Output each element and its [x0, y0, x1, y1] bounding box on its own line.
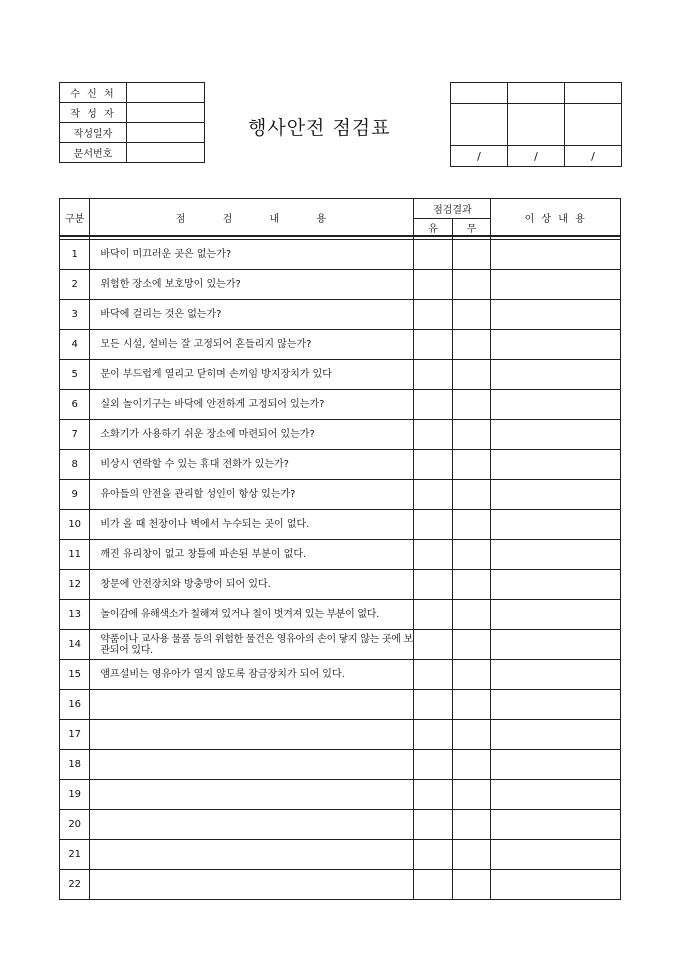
col-header-yes: 유	[414, 219, 452, 237]
row-number: 22	[60, 870, 90, 900]
approval-head-3[interactable]	[565, 83, 622, 104]
row-check-item: 유아들의 안전을 관리할 성인이 항상 있는가?	[90, 480, 414, 510]
row-result-no[interactable]	[452, 690, 490, 720]
row-result-no[interactable]	[452, 270, 490, 300]
row-number: 7	[60, 420, 90, 450]
row-result-yes[interactable]	[414, 540, 452, 570]
row-result-no[interactable]	[452, 540, 490, 570]
row-check-item	[90, 840, 414, 870]
table-row	[60, 750, 621, 780]
row-result-yes[interactable]	[414, 420, 452, 450]
row-remark[interactable]	[491, 600, 621, 630]
row-number: 15	[60, 660, 90, 690]
row-number: 11	[60, 540, 90, 570]
row-result-yes[interactable]	[414, 600, 452, 630]
row-result-yes[interactable]	[414, 660, 452, 690]
row-number: 21	[60, 840, 90, 870]
row-result-yes[interactable]	[414, 720, 452, 750]
row-number: 16	[60, 690, 90, 720]
row-check-item: 깨진 유리창이 없고 창틀에 파손된 부분이 없다.	[90, 540, 414, 570]
row-remark[interactable]	[491, 390, 621, 420]
row-number: 4	[60, 330, 90, 360]
row-remark[interactable]	[491, 540, 621, 570]
row-result-yes[interactable]	[414, 840, 452, 870]
approval-sign-1[interactable]	[451, 104, 508, 146]
row-result-no[interactable]	[452, 840, 490, 870]
table-row	[60, 810, 621, 840]
recipient-label: 수 신 처	[60, 83, 127, 103]
col-header-result: 점검결과	[414, 199, 491, 219]
row-check-item	[90, 750, 414, 780]
row-result-no[interactable]	[452, 660, 490, 690]
row-result-no[interactable]	[452, 480, 490, 510]
row-result-no[interactable]	[452, 360, 490, 390]
table-row	[60, 270, 621, 300]
table-row	[60, 240, 621, 270]
row-number: 6	[60, 390, 90, 420]
row-remark[interactable]	[491, 630, 621, 660]
row-remark[interactable]	[491, 660, 621, 690]
info-row-recipient	[60, 83, 205, 103]
date-label: 작성일자	[60, 123, 127, 143]
row-result-no[interactable]	[452, 630, 490, 660]
row-number: 5	[60, 360, 90, 390]
table-row	[60, 570, 621, 600]
row-result-yes[interactable]	[414, 330, 452, 360]
row-check-item: 실외 놀이기구는 바닥에 안전하게 고정되어 있는가?	[90, 390, 414, 420]
row-check-item	[90, 720, 414, 750]
row-remark[interactable]	[491, 840, 621, 870]
row-check-item: 놀이감에 유해색소가 칠해져 있거나 칠이 벗겨져 있는 부분이 없다.	[90, 600, 414, 630]
row-check-item	[90, 810, 414, 840]
row-number: 13	[60, 600, 90, 630]
col-header-remark: 이 상 내 용	[491, 199, 621, 237]
approval-date-2[interactable]: /	[508, 146, 565, 167]
checklist-header-row	[60, 199, 621, 219]
approval-head-2[interactable]	[508, 83, 565, 104]
row-result-no[interactable]	[452, 750, 490, 780]
approval-date-3[interactable]: /	[565, 146, 622, 167]
table-row	[60, 690, 621, 720]
table-row	[60, 600, 621, 630]
row-number: 14	[60, 630, 90, 660]
row-number: 9	[60, 480, 90, 510]
table-row	[60, 720, 621, 750]
row-result-yes[interactable]	[414, 300, 452, 330]
row-result-no[interactable]	[452, 450, 490, 480]
row-result-yes[interactable]	[414, 270, 452, 300]
row-remark[interactable]	[491, 240, 621, 270]
row-check-item: 소화기가 사용하기 쉬운 장소에 마련되어 있는가?	[90, 420, 414, 450]
row-remark[interactable]	[491, 780, 621, 810]
author-value[interactable]	[127, 103, 205, 123]
row-result-no[interactable]	[452, 300, 490, 330]
table-row	[60, 510, 621, 540]
row-result-yes[interactable]	[414, 570, 452, 600]
approval-head-row	[451, 83, 622, 104]
info-row-doc-number	[60, 143, 205, 163]
row-check-item: 비상시 연락할 수 있는 휴대 전화가 있는가?	[90, 450, 414, 480]
date-value[interactable]	[127, 123, 205, 143]
row-result-yes[interactable]	[414, 450, 452, 480]
info-row-date	[60, 123, 205, 143]
row-number: 20	[60, 810, 90, 840]
row-result-yes[interactable]	[414, 810, 452, 840]
row-result-no[interactable]	[452, 780, 490, 810]
row-remark[interactable]	[491, 810, 621, 840]
row-remark[interactable]	[491, 510, 621, 540]
row-result-yes[interactable]	[414, 360, 452, 390]
row-result-no[interactable]	[452, 720, 490, 750]
approval-head-1[interactable]	[451, 83, 508, 104]
row-result-yes[interactable]	[414, 630, 452, 660]
row-number: 3	[60, 300, 90, 330]
approval-sign-row	[451, 104, 622, 146]
table-row	[60, 300, 621, 330]
row-number: 2	[60, 270, 90, 300]
row-result-no[interactable]	[452, 330, 490, 360]
table-row	[60, 660, 621, 690]
row-result-yes[interactable]	[414, 870, 452, 900]
row-check-item: 바닥에 걸리는 것은 없는가?	[90, 300, 414, 330]
page-title: 행사안전 점검표	[248, 117, 391, 139]
table-row	[60, 330, 621, 360]
table-row	[60, 360, 621, 390]
row-remark[interactable]	[491, 300, 621, 330]
row-result-no[interactable]	[452, 570, 490, 600]
row-result-yes[interactable]	[414, 510, 452, 540]
col-header-content: 점 검 내 용	[90, 199, 414, 237]
row-remark[interactable]	[491, 570, 621, 600]
row-check-item: 문이 부드럽게 열리고 닫히며 손끼임 방지장치가 있다	[90, 360, 414, 390]
approval-date-1[interactable]: /	[451, 146, 508, 167]
row-number: 18	[60, 750, 90, 780]
row-check-item: 약품이나 교사용 물품 등의 위험한 물건은 영유아의 손이 닿지 않는 곳에 보관되어 있다.	[90, 630, 414, 660]
row-check-item	[90, 690, 414, 720]
row-result-no[interactable]	[452, 870, 490, 900]
row-result-no[interactable]	[452, 510, 490, 540]
table-row	[60, 450, 621, 480]
row-result-yes[interactable]	[414, 690, 452, 720]
row-remark[interactable]	[491, 330, 621, 360]
row-remark[interactable]	[491, 690, 621, 720]
row-check-item: 위험한 장소에 보호망이 있는가?	[90, 270, 414, 300]
row-result-yes[interactable]	[414, 780, 452, 810]
row-remark[interactable]	[491, 480, 621, 510]
row-number: 17	[60, 720, 90, 750]
approval-sign-3[interactable]	[565, 104, 622, 146]
col-header-no-result: 무	[452, 219, 490, 237]
row-number: 8	[60, 450, 90, 480]
row-check-item: 비가 올 때 천장이나 벽에서 누수되는 곳이 없다.	[90, 510, 414, 540]
table-row	[60, 540, 621, 570]
row-result-yes[interactable]	[414, 240, 452, 270]
table-row	[60, 630, 621, 660]
row-number: 19	[60, 780, 90, 810]
table-row	[60, 780, 621, 810]
approval-sign-2[interactable]	[508, 104, 565, 146]
row-result-no[interactable]	[452, 600, 490, 630]
row-check-item: 앰프설비는 영유아가 열지 않도록 잠금장치가 되어 있다.	[90, 660, 414, 690]
row-result-no[interactable]	[452, 240, 490, 270]
table-row	[60, 870, 621, 900]
row-result-no[interactable]	[452, 810, 490, 840]
table-row	[60, 390, 621, 420]
row-remark[interactable]	[491, 420, 621, 450]
checklist-table	[59, 198, 621, 900]
row-check-item	[90, 780, 414, 810]
approval-grid	[450, 82, 622, 167]
row-remark[interactable]	[491, 870, 621, 900]
row-remark[interactable]	[491, 360, 621, 390]
table-row	[60, 840, 621, 870]
info-row-author	[60, 103, 205, 123]
row-number: 12	[60, 570, 90, 600]
row-remark[interactable]	[491, 450, 621, 480]
table-row	[60, 420, 621, 450]
approval-date-row	[451, 146, 622, 167]
row-number: 10	[60, 510, 90, 540]
row-result-no[interactable]	[452, 390, 490, 420]
table-row	[60, 480, 621, 510]
row-result-yes[interactable]	[414, 390, 452, 420]
document-info-table	[59, 82, 205, 163]
row-check-item: 모든 시설, 설비는 잘 고정되어 흔들리지 않는가?	[90, 330, 414, 360]
row-result-no[interactable]	[452, 420, 490, 450]
row-check-item	[90, 870, 414, 900]
row-number: 1	[60, 240, 90, 270]
row-remark[interactable]	[491, 750, 621, 780]
col-header-no: 구분	[60, 199, 90, 237]
author-label: 작 성 자	[60, 103, 127, 123]
row-remark[interactable]	[491, 270, 621, 300]
row-remark[interactable]	[491, 720, 621, 750]
doc-number-value[interactable]	[127, 143, 205, 163]
row-check-item: 바닥이 미끄러운 곳은 없는가?	[90, 240, 414, 270]
row-result-yes[interactable]	[414, 750, 452, 780]
recipient-value[interactable]	[127, 83, 205, 103]
checklist-body	[60, 240, 621, 900]
row-check-item: 창문에 안전장치와 방충망이 되어 있다.	[90, 570, 414, 600]
row-result-yes[interactable]	[414, 480, 452, 510]
doc-number-label: 문서번호	[60, 143, 127, 163]
